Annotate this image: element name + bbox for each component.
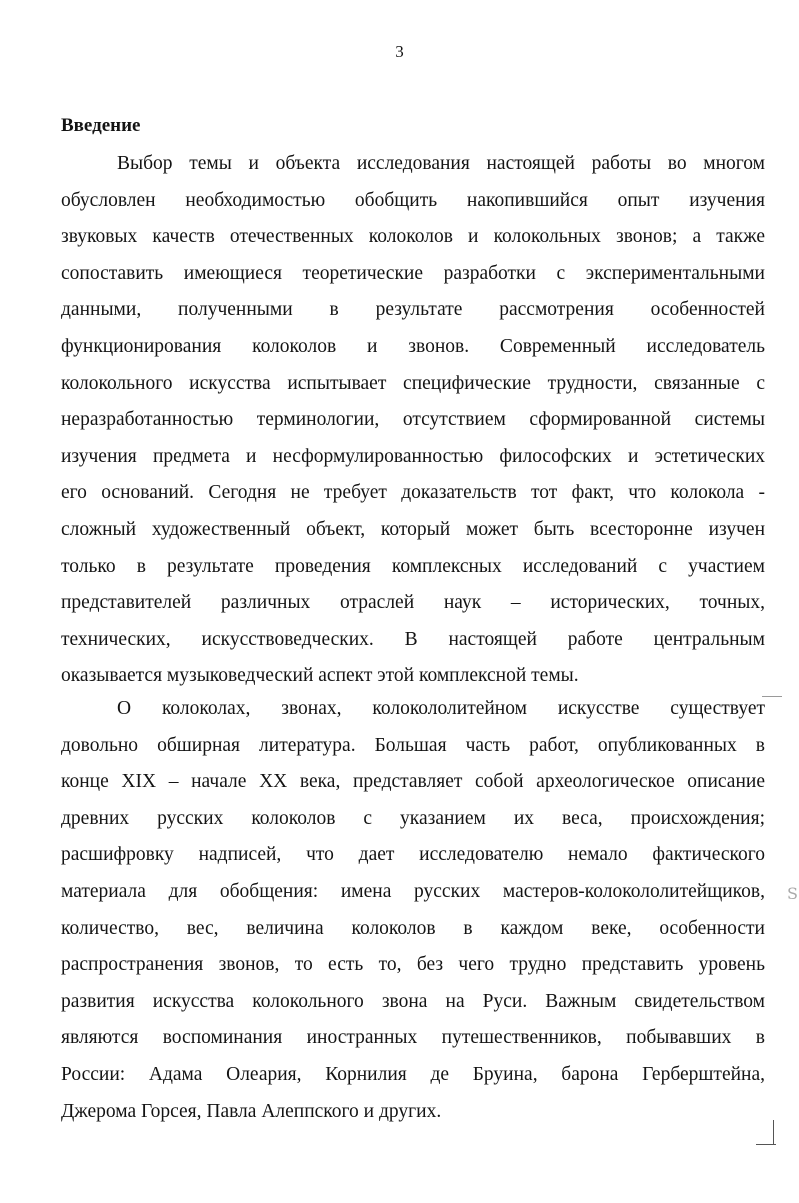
text-line: Выбор темы и объекта исследования настоящей работы во многом [117,153,765,174]
text-line: Джерома Горсея, Павла Алеппского и других. [61,1100,442,1122]
text-line: древних русских колоколов с указанием их веса, происхождения; [61,807,765,829]
text-line: сопоставить имеющиеся теоретические разработки с экспериментальными [61,262,765,284]
text-line: распространения звонов, то есть то, без чего трудно представить уровень [61,954,765,976]
text-line: обусловлен необходимостью обобщить накопившийся опыт изучения [61,189,765,211]
text-line: технических, искусствоведческих. В настоящей работе центральным [61,628,765,650]
text-line: России: Адама Олеария, Корнилия де Бруина, барона Герберштейна, [61,1063,765,1085]
text-line: являются воспоминания иностранных путешественников, побывавших в [61,1027,765,1049]
text-line: оказывается музыковедческий аспект этой комплексной темы. [61,665,579,687]
text-line: расшифровку надписей, что дает исследователю немало фактического [61,844,765,866]
section-heading: Введение [61,115,141,136]
text-line: материала для обобщения: имена русских мастеров-колокололитейщиков, [61,880,765,902]
text-line: развития искусства колокольного звона на Руси. Важным свидетельством [61,990,765,1012]
margin-mark: S [787,884,798,903]
text-line: довольно обширная литература. Большая часть работ, опубликованных в [61,734,765,756]
text-line: сложный художественный объект, который может быть всесторонне изучен [61,518,765,540]
scan-artifact-mark [762,696,782,697]
paragraph-2 [61,691,765,1130]
text-line: данными, полученными в результате рассмотрения особенностей [61,299,765,321]
text-line: количество, вес, величина колоколов в каждом веке, особенности [61,917,765,939]
paragraph-1 [61,146,765,695]
text-line: только в результате проведения комплексных исследований с участием [61,555,765,577]
text-line: изучения предмета и несформулированностью философских и эстетических [61,445,765,467]
text-line: звуковых качеств отечественных колоколов и колокольных звонов; а также [61,226,765,248]
text-line: неразработанностью терминологии, отсутствием сформированной системы [61,409,765,431]
text-line: О колоколах, звонах, колокололитейном искусстве существует [117,698,765,719]
text-line: функционирования колоколов и звонов. Современный исследователь [61,335,765,357]
scan-artifact-mark [756,1134,776,1145]
page-number: 3 [395,42,404,61]
text-line: конце XIX – начале XX века, представляет собой археологическое описание [61,771,765,793]
text-line: колокольного искусства испытывает специфические трудности, связанные с [61,372,765,394]
text-line: его оснований. Сегодня не требует доказательств тот факт, что колокола - [61,482,765,504]
text-line: представителей различных отраслей наук – исторических, точных, [61,592,765,614]
